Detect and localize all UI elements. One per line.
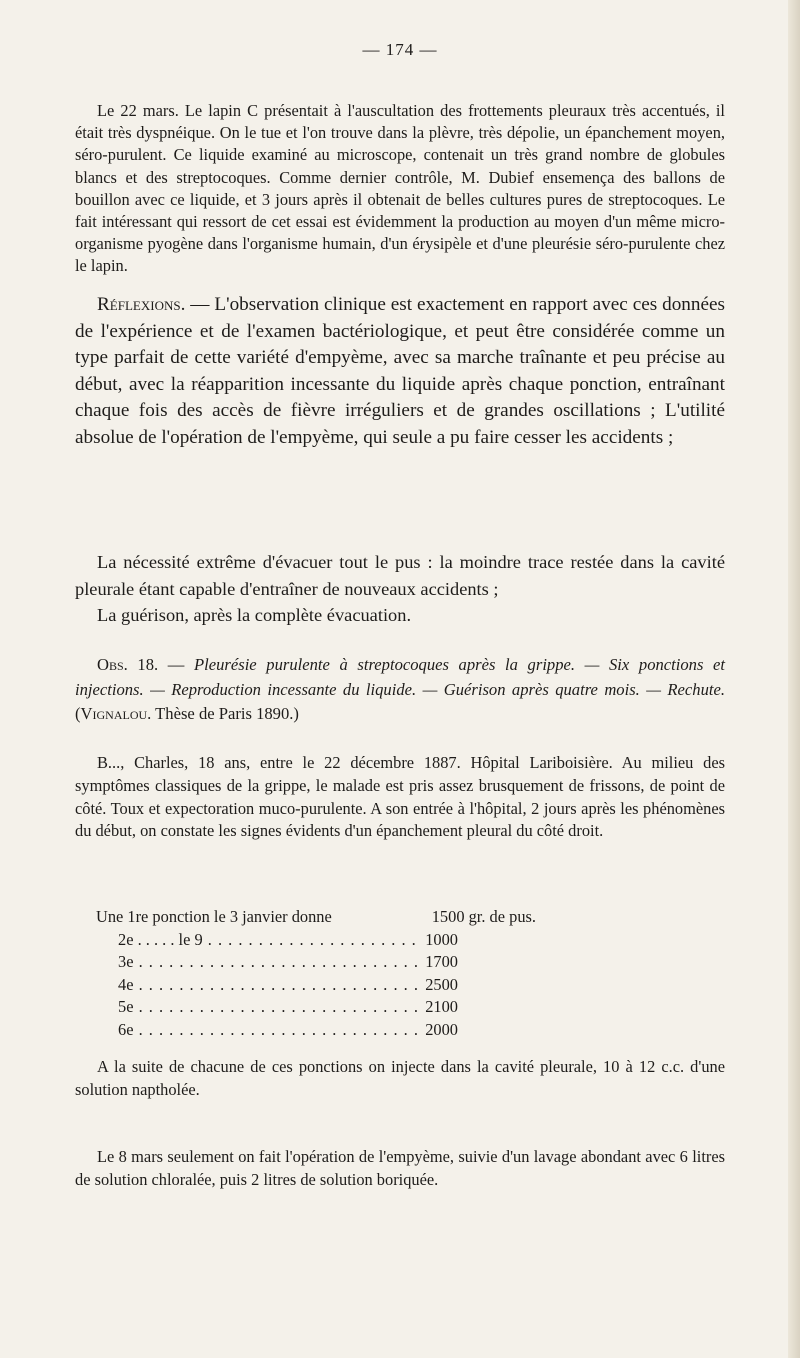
conclusion-guerison: La guérison, après la complète évacuation. — [97, 605, 412, 626]
paragraph-case: B..., Charles, 18 ans, entre le 22 décembre 1887. Hôpital Lariboisière. Au milieu des symptômes classiques de la grippe, le malade est pris assez brusquement de frissons, de point de côté. Toux et expectoration muco-purulente. A son entrée à l'hôpital, 2 jours après les phénomènes du début, on constate les signes évidents d'un épanchement pleural du côté droit. — [75, 753, 725, 841]
punction-row — [96, 996, 458, 1019]
observation-heading — [75, 653, 725, 727]
punction-row — [96, 1019, 458, 1042]
observation-author: Vignalou — [80, 704, 148, 724]
paragraph-conclusions — [75, 549, 725, 629]
punction-value: 2500 — [425, 974, 458, 994]
page-number: — 174 — — [362, 40, 438, 59]
paragraph-operation: Le 8 mars seulement on fait l'opération de l'empyème, suivie d'un lavage abondant avec 6 litres de solution chloralée, puis 2 litres de solution boriquée. — [75, 1147, 725, 1189]
paragraph-injections: A la suite de chacune de ces ponctions on injecte dans la cavité pleurale, 10 à 12 c.c. d'une solution naptholée. — [75, 1057, 725, 1099]
punctions-table — [96, 906, 536, 1042]
punction-row — [96, 974, 458, 997]
punction-value: 1500 gr. de pus. — [431, 907, 536, 926]
paragraph-reflexions — [75, 292, 725, 452]
reflexions-text: — L'observation clinique est exactement en rapport avec ces données de l'expérience et de l'examen bactériologique, et peut être considérée comme un type parfait de cette variété d'empyème, avec sa marche traînante et peu précise au début, avec la réapparition incessante du liquide après chaque ponction, entraînant chaque fois des accès de fièvre irréguliers et de grandes oscillations ; L'utilité absolue de l'opération de l'empyème, qui seule a pu faire cesser les accidents ; — [75, 294, 725, 448]
punction-value: 1000 — [425, 929, 458, 949]
paragraph-lapin: Le 22 mars. Le lapin C présentait à l'auscultation des frottements pleuraux très accentués, il était très dyspnéique. On le tue et l'on trouve dans la plèvre, très dépolie, un épanchement moyen, séro-purulent. Ce liquide examiné au microscope, contenait un très grand nombre de globules blancs et des streptocoques. Comme dernier contrôle, M. Dubief ensemença des ballons de bouillon avec ce liquide, et 3 jours après il obtenait de belles cultures pures de streptocoques. Le fait intéressant qui ressort de cet essai est évidemment la production au moyen d'un même micro-organisme pyogène dans l'organisme humain, d'un érysipèle et d'une pleurésie séro-purulente chez le lapin. — [75, 101, 725, 276]
punction-row — [96, 951, 458, 974]
punction-label: 2e . . . . . le 9 . . . — [118, 929, 421, 952]
punction-row — [96, 906, 536, 929]
punction-label: 5e . . . — [118, 996, 421, 1019]
punction-label: 4e . . . — [118, 974, 421, 997]
conclusion-evacuation: La nécessité extrême d'évacuer tout le pus : la moindre trace restée dans la cavité pleurale étant capable d'entraîner de nouveaux accidents ; — [75, 552, 725, 599]
observation-source: . Thèse de Paris 1890.) — [147, 704, 299, 724]
observation-source-open: ( — [75, 704, 81, 724]
observation-title: Pleurésie purulente à streptocoques après la grippe. — Six ponctions et injections. — Reproduction incessante du liquide. — Guérison après quatre mois. — Rechute. — [75, 655, 726, 699]
punction-label: 3e . . . — [118, 951, 421, 974]
punction-value: 1700 — [425, 952, 458, 972]
punction-label: 6e . . . — [118, 1019, 421, 1042]
reflexions-label: Réflexions. — [97, 294, 186, 315]
punction-value: 2000 — [425, 1019, 458, 1039]
page-edge — [788, 0, 800, 1358]
observation-label: Obs. 18. — [97, 655, 159, 674]
observation-dash: — — [158, 655, 194, 674]
punction-value: 2100 — [425, 997, 458, 1017]
punction-label: Une 1re ponction le 3 janvier donne — [96, 907, 332, 926]
punction-row — [96, 929, 458, 952]
